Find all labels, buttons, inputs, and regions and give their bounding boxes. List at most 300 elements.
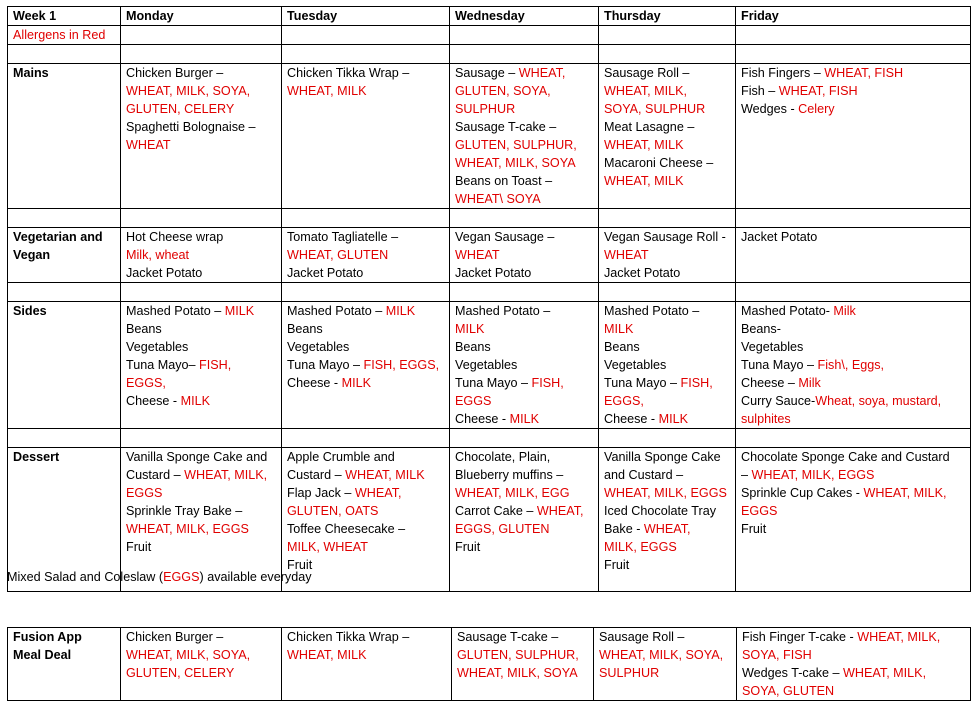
day-header-thursday: Thursday [599, 7, 736, 26]
dish-text: Cheese – [741, 376, 799, 390]
dish-text: Beans [126, 322, 162, 336]
menu-line [287, 356, 445, 374]
allergen-text: WHEAT, MILK, SOYA, [126, 84, 251, 98]
allergen-text: WHEAT, [518, 66, 566, 80]
menu-line [126, 338, 277, 356]
empty-cell [599, 429, 736, 448]
dish-text: Beans [287, 322, 323, 336]
row-label-text: Mains [13, 66, 49, 80]
allergen-text: Milk [798, 376, 821, 390]
menu-line [604, 100, 731, 118]
menu-line [126, 264, 277, 282]
menu-line [741, 338, 966, 356]
empty-cell [8, 209, 121, 228]
dish-text: Fish – [741, 84, 779, 98]
allergen-text: WHEAT, MILK [287, 84, 367, 98]
empty-cell [736, 45, 971, 64]
menu-line [455, 520, 594, 538]
dish-text: Cheese - [287, 376, 342, 390]
dish-text: Tuna Mayo – [604, 376, 681, 390]
allergen-text: WHEAT, MILK, [184, 468, 268, 482]
menu-line [126, 466, 277, 484]
empty-cell [450, 26, 599, 45]
menu-line [126, 448, 277, 466]
row-label-text: Vegan [13, 248, 51, 262]
allergen-text: WHEAT, MILK, SOYA [457, 666, 578, 680]
menu-line [126, 320, 277, 338]
dish-text: Jacket Potato [287, 266, 364, 280]
fusion-cell-thursday [594, 628, 737, 701]
menu-line [287, 302, 445, 320]
dish-text: Chocolate Sponge Cake and Custard [741, 450, 950, 464]
menu-cell-wednesday [450, 302, 599, 429]
menu-cell-wednesday [450, 228, 599, 283]
allergen-text: MILK [341, 376, 372, 390]
menu-line [126, 392, 277, 410]
menu-line [455, 246, 594, 264]
header-row [8, 7, 971, 26]
menu-line [457, 664, 589, 682]
dish-text: Fruit [604, 558, 630, 572]
dish-text: Cheese - [604, 412, 659, 426]
menu-line [287, 502, 445, 520]
menu-line [741, 100, 966, 118]
allergen-text: GLUTEN, SOYA, [455, 84, 551, 98]
salad-note [7, 568, 312, 586]
menu-line [287, 520, 445, 538]
menu-line [126, 100, 277, 118]
dish-text: Custard – [126, 468, 185, 482]
dish-text: Jacket Potato [126, 266, 203, 280]
menu-line [604, 538, 731, 556]
menu-line [455, 320, 594, 338]
salad-note-text-end: ) available everyday [199, 570, 312, 584]
menu-line [455, 136, 594, 154]
menu-line [455, 448, 594, 466]
menu-line [455, 502, 594, 520]
allergen-text: SULPHUR [455, 102, 516, 116]
row-label [8, 628, 121, 701]
dish-text: Jacket Potato [455, 266, 532, 280]
day-header-tuesday: Tuesday [282, 7, 450, 26]
menu-line [742, 628, 966, 646]
dish-text: Sausage T-cake – [455, 120, 557, 134]
empty-cell [282, 26, 450, 45]
menu-line [455, 356, 594, 374]
allergen-text: SOYA, SULPHUR [604, 102, 706, 116]
empty-cell [450, 45, 599, 64]
allergen-text: WHEAT, MILK, EGG [455, 486, 570, 500]
dish-text: Cheese - [126, 394, 181, 408]
allergen-text: WHEAT, FISH [778, 84, 858, 98]
menu-line [455, 64, 594, 82]
menu-line [604, 82, 731, 100]
dish-text: Sprinkle Cup Cakes - [741, 486, 864, 500]
empty-cell [599, 209, 736, 228]
menu-line [287, 466, 445, 484]
dish-text: Fruit [741, 522, 767, 536]
dish-text: Flap Jack – [287, 486, 355, 500]
dish-text: Fish Finger T-cake - [742, 630, 858, 644]
allergen-text: WHEAT [604, 248, 649, 262]
menu-line [741, 302, 966, 320]
menu-line [287, 246, 445, 264]
menu-cell-friday [736, 228, 971, 283]
menu-line [455, 264, 594, 282]
menu-line [599, 646, 732, 664]
menu-line [287, 82, 445, 100]
menu-line [126, 646, 277, 664]
dish-text: Vegetables [126, 340, 189, 354]
allergen-text: WHEAT [455, 248, 500, 262]
empty-cell [8, 429, 121, 448]
menu-line [604, 556, 731, 574]
menu-line [455, 118, 594, 136]
menu-line [455, 466, 594, 484]
empty-cell [8, 45, 121, 64]
allergen-text: EGGS, [126, 376, 166, 390]
menu-line [126, 520, 277, 538]
dish-text: Vegetables [455, 358, 518, 372]
allergen-text: MILK, WHEAT [287, 540, 368, 554]
empty-cell [599, 26, 736, 45]
menu-line [741, 320, 966, 338]
allergen-text: WHEAT, MILK, EGGS [604, 486, 727, 500]
menu-cell-monday [121, 228, 282, 283]
menu-line [287, 228, 445, 246]
allergen-text: EGGS [455, 394, 492, 408]
allergen-text: FISH, [199, 358, 232, 372]
allergen-text: FISH, [680, 376, 713, 390]
row-label-text: Dessert [13, 450, 60, 464]
menu-cell-friday [736, 448, 971, 592]
empty-cell [282, 45, 450, 64]
dish-text: Macaroni Cheese – [604, 156, 714, 170]
menu-line [126, 664, 277, 682]
allergen-text: WHEAT, MILK, SOYA [455, 156, 576, 170]
menu-line [741, 410, 966, 428]
menu-cell-tuesday [282, 228, 450, 283]
dish-text: Wedges T-cake – [742, 666, 844, 680]
allergen-text: MILK [455, 322, 485, 336]
menu-line [604, 356, 731, 374]
menu-line [741, 392, 966, 410]
menu-line [741, 520, 966, 538]
menu-line [604, 172, 731, 190]
menu-line [741, 484, 966, 502]
fusion-meal-deal-table [7, 627, 971, 701]
menu-line [599, 628, 732, 646]
menu-line [604, 502, 731, 520]
menu-line [604, 338, 731, 356]
menu-line [604, 466, 731, 484]
empty-cell [599, 45, 736, 64]
empty-cell [282, 209, 450, 228]
allergen-text: GLUTEN, SULPHUR, [457, 648, 579, 662]
allergen-text: Wheat, soya, mustard, [815, 394, 942, 408]
dish-text: Vanilla Sponge Cake and [126, 450, 268, 464]
salad-note-allergen: EGGS [163, 570, 200, 584]
dish-text: Sausage – [455, 66, 519, 80]
empty-cell [121, 45, 282, 64]
spacer-row [8, 45, 971, 64]
allergen-text: MILK [224, 304, 255, 318]
dish-text: Meat Lasagne – [604, 120, 695, 134]
allergen-text: SOYA, FISH [742, 648, 812, 662]
menu-cell-wednesday [450, 64, 599, 209]
allergen-text: GLUTEN, CELERY [126, 102, 235, 116]
allergen-text: EGGS [741, 504, 778, 518]
dish-text: Chicken Tikka Wrap – [287, 66, 410, 80]
dish-text: Vegetables [741, 340, 804, 354]
dish-text: Tuna Mayo – [741, 358, 818, 372]
dish-text: Vegan Sausage Roll - [604, 230, 726, 244]
spacer-row [8, 209, 971, 228]
allergen-text: WHEAT, [643, 522, 691, 536]
menu-line [287, 338, 445, 356]
dish-text: Vegetables [604, 358, 667, 372]
menu-line [126, 302, 277, 320]
empty-cell [450, 283, 599, 302]
menu-line [126, 502, 277, 520]
dish-text: Cheese - [455, 412, 510, 426]
allergen-text: Celery [798, 102, 835, 116]
empty-cell [736, 209, 971, 228]
allergen-text: WHEAT, MILK, EGGS [126, 522, 249, 536]
menu-line [457, 646, 589, 664]
row-label [8, 302, 121, 429]
empty-cell [121, 429, 282, 448]
dish-text: Sprinkle Tray Bake – [126, 504, 243, 518]
allergen-text: WHEAT, MILK, [843, 666, 927, 680]
empty-cell [450, 429, 599, 448]
dish-text: Tomato Tagliatelle – [287, 230, 399, 244]
menu-row-sides [8, 302, 971, 429]
empty-cell [8, 283, 121, 302]
row-label [8, 64, 121, 209]
menu-cell-thursday [599, 64, 736, 209]
allergen-text: Milk [833, 304, 856, 318]
menu-line [455, 302, 594, 320]
empty-cell [599, 283, 736, 302]
menu-line [604, 392, 731, 410]
empty-cell [282, 283, 450, 302]
allergen-text: WHEAT, FISH [824, 66, 904, 80]
menu-line [604, 302, 731, 320]
menu-line [604, 410, 731, 428]
dish-text: Apple Crumble and [287, 450, 395, 464]
menu-cell-monday [121, 302, 282, 429]
allergen-text: MILK [180, 394, 211, 408]
menu-line [287, 538, 445, 556]
allergen-text: MILK, EGGS [604, 540, 677, 554]
dish-text: Bake - [604, 522, 644, 536]
menu-line [604, 64, 731, 82]
allergen-text: WHEAT, MILK, SOYA, [126, 648, 251, 662]
menu-line [742, 646, 966, 664]
allergen-text: WHEAT, MILK, SOYA, [599, 648, 724, 662]
dish-text: Sausage T-cake – [457, 630, 559, 644]
menu-line [604, 264, 731, 282]
allergen-text: WHEAT, [536, 504, 584, 518]
menu-line [126, 136, 277, 154]
menu-line [604, 374, 731, 392]
dish-text: Hot Cheese wrap [126, 230, 224, 244]
allergen-text: WHEAT, MILK, [857, 630, 941, 644]
dish-text: Carrot Cake – [455, 504, 537, 518]
menu-line [287, 64, 445, 82]
menu-cell-friday [736, 64, 971, 209]
dish-text: Curry Sauce- [741, 394, 816, 408]
menu-line [126, 246, 277, 264]
menu-line [126, 538, 277, 556]
allergen-text: WHEAT, MILK, EGGS [751, 468, 875, 482]
allergen-text: WHEAT, MILK, [863, 486, 947, 500]
menu-line [287, 448, 445, 466]
allergen-text: GLUTEN, SULPHUR, [455, 138, 577, 152]
dish-text: Beans [455, 340, 491, 354]
allergen-text: SOYA, GLUTEN [742, 684, 835, 698]
dish-text: Mashed Potato – [455, 304, 551, 318]
dish-text: Wedges - [741, 102, 799, 116]
menu-line [604, 320, 731, 338]
menu-line [604, 118, 731, 136]
empty-cell [736, 429, 971, 448]
menu-line [604, 520, 731, 538]
menu-line [455, 410, 594, 428]
allergen-text: MILK [604, 322, 634, 336]
allergen-text: EGGS, [604, 394, 644, 408]
dish-text: Chocolate, Plain, [455, 450, 551, 464]
menu-line [455, 154, 594, 172]
menu-line [741, 356, 966, 374]
menu-cell-thursday [599, 228, 736, 283]
fusion-cell-friday [737, 628, 971, 701]
menu-cell-thursday [599, 448, 736, 592]
fusion-cell-wednesday [452, 628, 594, 701]
allergen-text: FISH, [531, 376, 564, 390]
dish-text: Chicken Burger – [126, 630, 224, 644]
dish-text: Sausage Roll – [599, 630, 685, 644]
allergen-text: EGGS, GLUTEN [455, 522, 550, 536]
menu-line [741, 82, 966, 100]
menu-line [126, 374, 277, 392]
empty-cell [121, 209, 282, 228]
menu-cell-friday [736, 302, 971, 429]
menu-line [455, 538, 594, 556]
allergen-text: sulphites [741, 412, 791, 426]
menu-line [741, 374, 966, 392]
allergen-text: WHEAT, MILK [604, 138, 684, 152]
fusion-cell-monday [121, 628, 282, 701]
allergen-text: GLUTEN, OATS [287, 504, 379, 518]
allergen-text: SULPHUR [599, 666, 660, 680]
menu-line [455, 172, 594, 190]
menu-line [126, 356, 277, 374]
week-label: Week 1 [8, 7, 121, 26]
row-label-text: Fusion App [13, 630, 82, 644]
dish-text: Fruit [455, 540, 481, 554]
menu-line [287, 320, 445, 338]
menu-line [741, 228, 966, 246]
allergen-text: MILK [658, 412, 689, 426]
dish-text: Fruit [287, 558, 313, 572]
menu-line [742, 682, 966, 700]
empty-cell [282, 429, 450, 448]
menu-line [287, 264, 445, 282]
dish-text: Toffee Cheesecake – [287, 522, 406, 536]
menu-line [126, 628, 277, 646]
allergen-text: WHEAT, MILK [345, 468, 425, 482]
dish-text: Fish Fingers – [741, 66, 825, 80]
dish-text: Fruit [126, 540, 152, 554]
row-label-text: Vegetarian and [13, 230, 103, 244]
spacer-row [8, 283, 971, 302]
allergen-text: WHEAT\ SOYA [455, 192, 541, 206]
salad-note-text: Mixed Salad and Coleslaw ( [7, 570, 164, 584]
menu-line [604, 154, 731, 172]
allergen-text: WHEAT [126, 138, 171, 152]
dish-text: Beans- [741, 322, 781, 336]
allergen-note: Allergens in Red [8, 26, 121, 45]
allergen-text: GLUTEN, CELERY [126, 666, 235, 680]
menu-line [599, 664, 732, 682]
menu-row-mains [8, 64, 971, 209]
spacer-row [8, 429, 971, 448]
menu-line [604, 136, 731, 154]
empty-cell [736, 26, 971, 45]
dish-text: Blueberry muffins – [455, 468, 564, 482]
menu-line [455, 228, 594, 246]
menu-line [604, 484, 731, 502]
dish-text: Vegetables [287, 340, 350, 354]
menu-row-vegetarian-and-vegan [8, 228, 971, 283]
menu-cell-tuesday [282, 302, 450, 429]
weekly-menu-table [7, 6, 971, 592]
menu-line [126, 64, 277, 82]
allergen-text: WHEAT, MILK, [604, 84, 688, 98]
menu-line [457, 628, 589, 646]
allergen-text: WHEAT, MILK [287, 648, 367, 662]
menu-line [455, 392, 594, 410]
dish-text: Custard – [287, 468, 346, 482]
dish-text: Mashed Potato – [604, 304, 700, 318]
menu-cell-tuesday [282, 64, 450, 209]
menu-line [287, 646, 447, 664]
dish-text: – [741, 468, 752, 482]
row-label-text: Sides [13, 304, 47, 318]
allergen-text: Milk, wheat [126, 248, 189, 262]
menu-line [126, 484, 277, 502]
dish-text: and Custard – [604, 468, 684, 482]
empty-cell [121, 283, 282, 302]
menu-line [604, 228, 731, 246]
allergen-text: MILK [385, 304, 416, 318]
allergen-text: EGGS [126, 486, 163, 500]
allergen-text: WHEAT, MILK [604, 174, 684, 188]
dish-text: Mashed Potato- [741, 304, 834, 318]
menu-line [604, 246, 731, 264]
menu-line [126, 118, 277, 136]
allergen-note-row [8, 26, 971, 45]
day-header-monday: Monday [121, 7, 282, 26]
menu-line [455, 374, 594, 392]
allergen-text: MILK [509, 412, 540, 426]
menu-line [742, 664, 966, 682]
dish-text: Beans [604, 340, 640, 354]
dish-text: Beans on Toast – [455, 174, 553, 188]
dish-text: Sausage Roll – [604, 66, 690, 80]
